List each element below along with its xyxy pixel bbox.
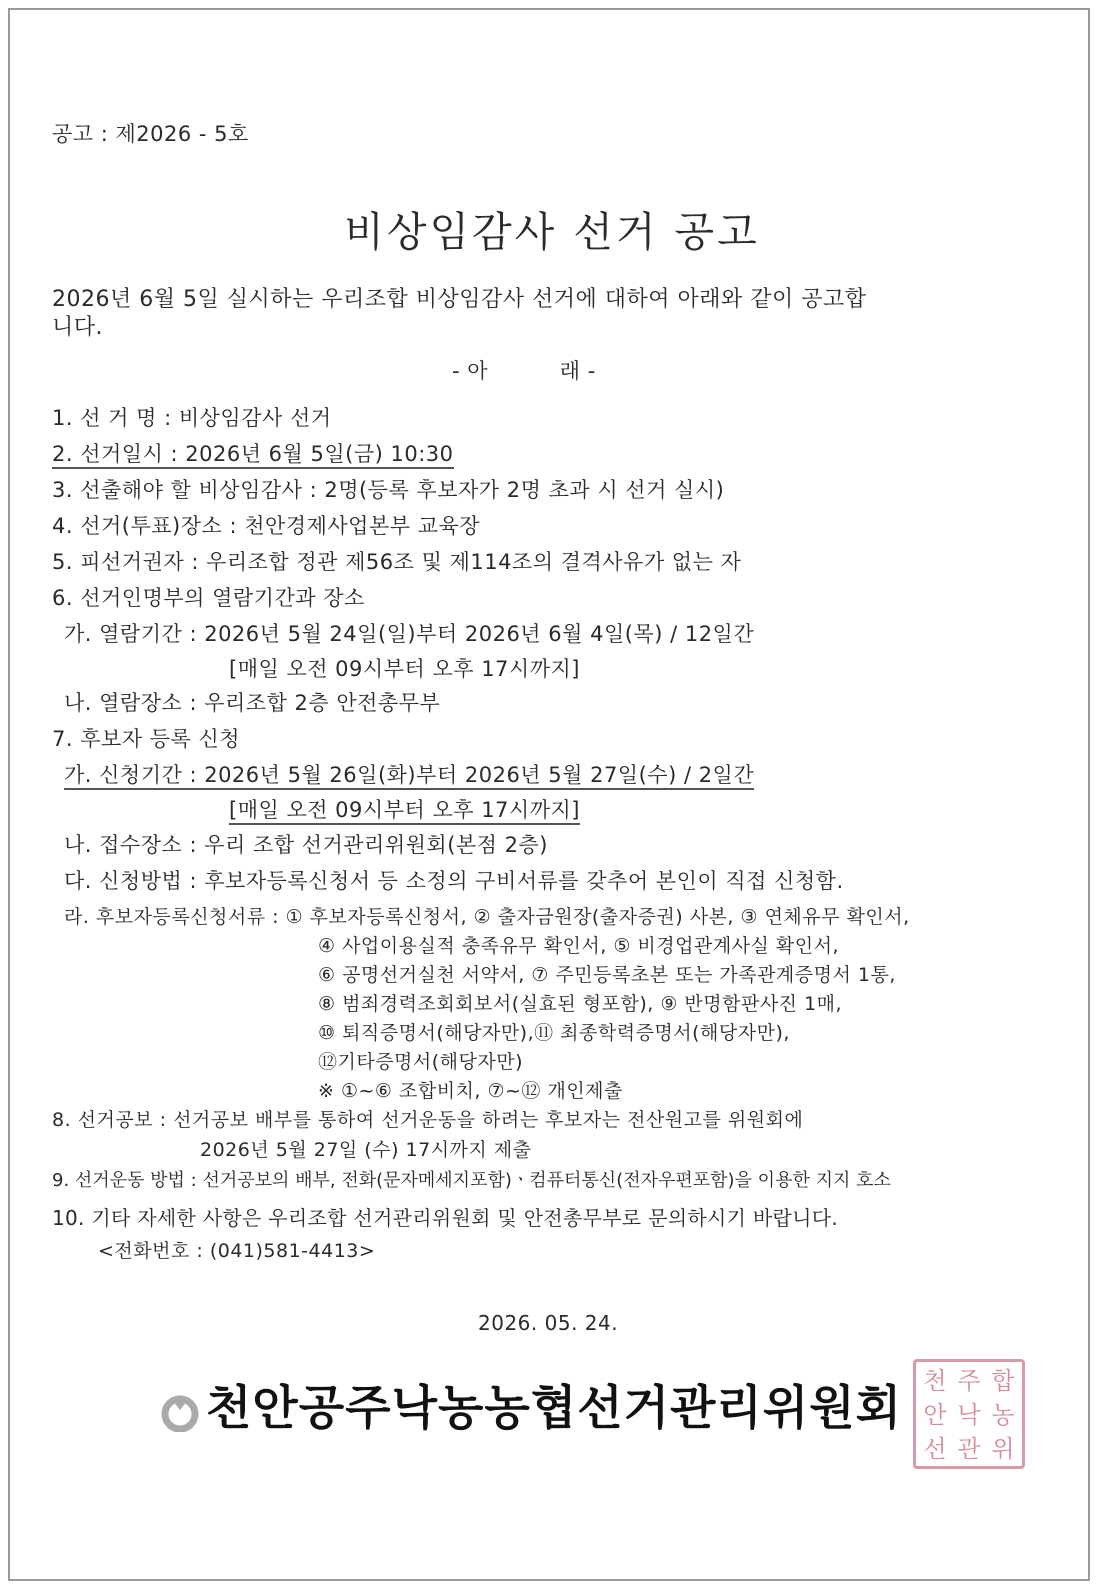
item-7-ga: 가. 신청기간 : 2026년 5월 26일(화)부터 2026년 5월 27일(수) / 2일간 [64,763,754,790]
item-5: 5. 피선거권자 : 우리조합 정관 제56조 및 제114조의 결격사유가 없는 자 [52,550,742,574]
item-10: 10. 기타 자세한 사항은 우리조합 선거관리위원회 및 안전총무부로 문의하시기 바랍니다. [52,1206,838,1230]
item-6: 6. 선거인명부의 열람기간과 장소 [52,586,365,610]
item-7-ra: 라. 후보자등록신청서류 : ① 후보자등록신청서, ② 출자금원장(출자증권) 사본, ③ 연체유무 확인서, [64,906,910,928]
item-7-ga-hours-wrap [229,797,580,823]
nonghyup-logo-icon [160,1392,200,1432]
item-7: 7. 후보자 등록 신청 [52,727,241,751]
item-7-ga-wrap [64,762,754,788]
seal-char: 천 [923,1367,947,1395]
item-7-ra-line2: ④ 사업이용실적 충족유무 확인서, ⑤ 비경업관계사실 확인서, [318,935,840,957]
phone-number: <전화번호 : (041)581-4413> [98,1240,376,1262]
item-7-ra-line5: ⑩ 퇴직증명서(해당자만),⑪ 최종학력증명서(해당자만), [318,1022,790,1044]
item-6-na: 나. 열람장소 : 우리조합 2층 안전총무부 [64,691,441,715]
item-6-ga: 가. 열람기간 : 2026년 5월 24일(일)부터 2026년 6월 4일(목) / 12일간 [64,622,755,646]
item-8: 8. 선거공보 : 선거공보 배부를 통하여 선거운동을 하려는 후보자는 전산원고를 위원회에 [52,1109,804,1131]
notice-number: 공고 : 제2026 - 5호 [52,122,249,146]
issue-date: 2026. 05. 24. [478,1311,619,1335]
seal-char: 낙 [957,1401,981,1429]
seal-char: 안 [923,1401,947,1429]
item-8-deadline: 2026년 5월 27일 (수) 17시까지 제출 [200,1139,532,1161]
item-7-na: 나. 접수장소 : 우리 조합 선거관리위원회(본점 2층) [64,833,548,857]
item-7-ga-hours: [매일 오전 09시부터 오후 17시까지] [229,798,580,825]
item-2-wrap [52,441,454,467]
item-7-da: 다. 신청방법 : 후보자등록신청서 등 소정의 구비서류를 갖추어 본인이 직접 신청함. [64,869,844,893]
item-7-ra-note: ※ ①~⑥ 조합비치, ⑦~⑫ 개인제출 [318,1080,623,1102]
seal-char: 관 [957,1435,981,1463]
issuer-name: 천안공주낙농농협선거관리위원회 [206,1381,903,1436]
intro-text-line2: 니다. [52,315,103,340]
item-1: 1. 선 거 명 : 비상임감사 선거 [52,406,332,430]
below-heading: - 아 래 - [452,359,596,383]
item-6-ga-hours: [매일 오전 09시부터 오후 17시까지] [229,657,580,681]
item-3: 3. 선출해야 할 비상임감사 : 2명(등록 후보자가 2명 초과 시 선거 실시) [52,478,725,502]
document-title: 비상임감사 선거 공고 [344,208,760,256]
item-7-ra-line3: ⑥ 공명선거실천 서약서, ⑦ 주민등록초본 또는 가족관계증명서 1통, [318,964,896,986]
item-9: 9. 선거운동 방법 : 선거공보의 배부, 전화(문자메세지포함)ㆍ컴퓨터통신(전자우편포함)을 이용한 지지 호소 [52,1170,891,1191]
item-4: 4. 선거(투표)장소 : 천안경제사업본부 교육장 [52,514,481,538]
item-7-ra-line6: ⑫기타증명서(해당자만) [318,1051,524,1073]
seal-char: 합 [991,1367,1015,1395]
seal-char: 선 [923,1435,947,1463]
intro-text-line1: 2026년 6월 5일 실시하는 우리조합 비상임감사 선거에 대하여 아래와 같이 공고합 [52,287,867,312]
item-2: 2. 선거일시 : 2026년 6월 5일(금) 10:30 [52,442,454,469]
seal-char: 농 [991,1401,1015,1429]
seal-char: 위 [991,1435,1015,1463]
item-7-ra-line4: ⑧ 범죄경력조회회보서(실효된 형포함), ⑨ 반명함판사진 1매, [318,993,843,1015]
seal-char: 주 [957,1367,981,1395]
official-seal [913,1359,1025,1469]
